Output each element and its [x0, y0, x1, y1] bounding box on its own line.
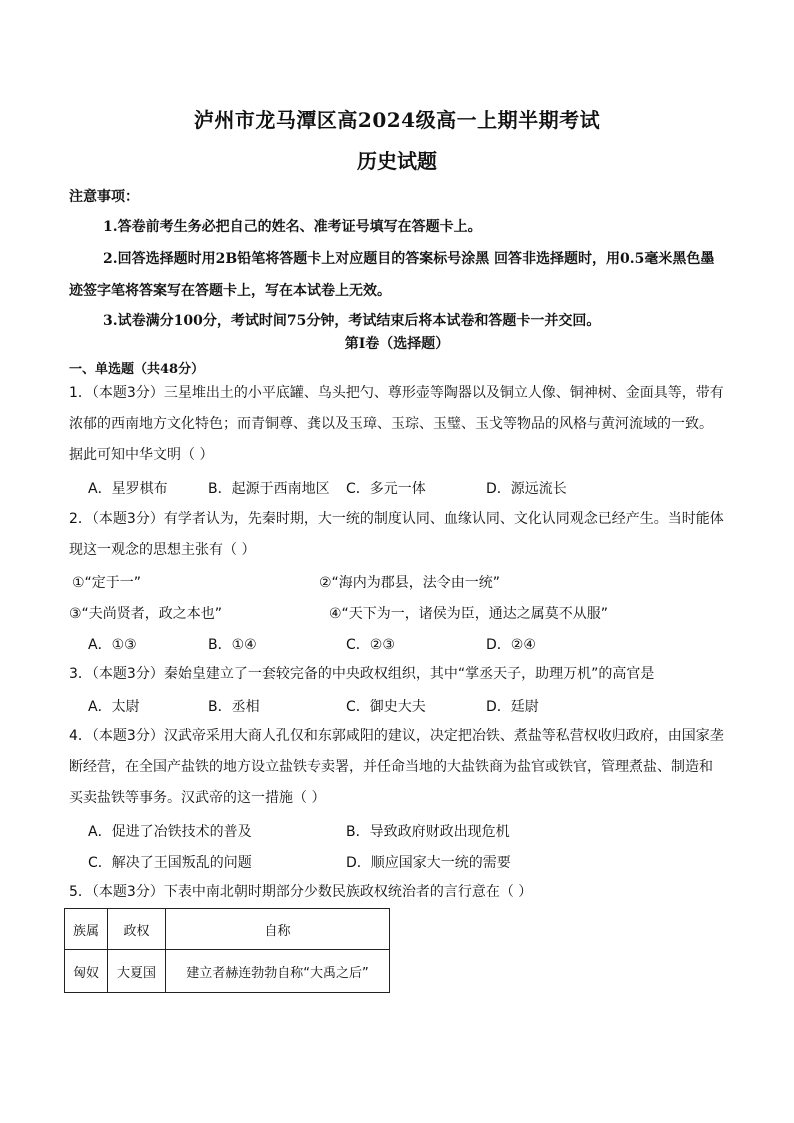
table-header-cell: 自称	[166, 909, 390, 950]
question-3-stem: 3．（本题3分）秦始皇建立了一套较完备的中央政权组织，其中“掌丞天子，助理万机”的高官是	[69, 666, 655, 682]
exam-title: 泸州市龙马潭区高2024级高一上期半期考试	[193, 108, 601, 132]
option-d[interactable]: D．顺应国家大一统的需要	[346, 855, 511, 871]
section-title: 一、单选题（共48分）	[69, 362, 205, 377]
question-5-table	[64, 908, 390, 993]
option-c[interactable]: C．御史大夫	[346, 699, 426, 715]
volume-title: 第Ⅰ卷（选择题）	[344, 336, 450, 352]
statement-1: ①“定于一”	[72, 575, 142, 591]
option-a[interactable]: A．①③	[88, 637, 137, 653]
question-4-stem: 4．（本题3分）汉武帝采用大商人孔仅和东郭咸阳的建议，决定把冶铁、煮盐等私营权收归政府，由国家垄断经营，在全国产盐铁的地方设立盐铁专卖署，并任命当地的大盐铁商为盐官或铁官，管理煮盐、制造和买卖盐铁等事务。汉武帝的这一措施（ ）	[69, 728, 724, 806]
option-b[interactable]: B．导致政府财政出现危机	[346, 824, 510, 840]
question-4-options-row1	[88, 821, 728, 845]
exam-subtitle: 历史试题	[357, 149, 437, 173]
option-c[interactable]: C．多元一体	[346, 481, 426, 497]
table-header-cell: 族属	[65, 909, 108, 950]
question-2-statements-row1	[72, 572, 728, 596]
table-row	[65, 950, 390, 993]
table-cell: 匈奴	[65, 950, 108, 993]
option-c[interactable]: C．解决了王国叛乱的问题	[88, 855, 252, 871]
question-5-stem: 5．（本题3分）下表中南北朝时期部分少数民族政权统治者的言行意在（ ）	[69, 884, 533, 900]
option-a[interactable]: A．星罗棋布	[88, 481, 168, 497]
statement-4: ④“天下为一，诸侯为臣，通达之属莫不从服”	[329, 606, 609, 622]
table-header-cell: 政权	[108, 909, 166, 950]
option-d[interactable]: D．廷尉	[486, 699, 539, 715]
option-a[interactable]: A．太尉	[88, 699, 140, 715]
notes-heading: 注意事项：	[69, 189, 139, 205]
question-1-options	[88, 478, 728, 502]
note-item: 2.回答选择题时用2B铅笔将答题卡上对应题目的答案标号涂黑 回答非选择题时，用0.5毫米黑色墨迹签字笔将答案写在答题卡上，写在本试卷上无效。	[69, 251, 715, 299]
question-3-options	[88, 696, 728, 720]
table-cell: 大夏国	[108, 950, 166, 993]
option-b[interactable]: B．①④	[208, 637, 257, 653]
note-item: 1.答卷前考生务必把自己的姓名、准考证号填写在答题卡上。	[103, 219, 482, 235]
question-2-stem: 2．（本题3分）有学者认为，先秦时期，大一统的制度认同、血缘认同、文化认同观念已经产生。当时能体现这一观念的思想主张有（ ）	[69, 511, 724, 558]
table-header-row	[65, 909, 390, 950]
option-b[interactable]: B．丞相	[208, 699, 260, 715]
option-c[interactable]: C．②③	[346, 637, 395, 653]
table-cell: 建立者赫连勃勃自称“大禹之后”	[166, 950, 390, 993]
question-2-statements-row2	[69, 603, 728, 627]
question-4-options-row2	[88, 852, 728, 876]
statement-3: ③“夫尚贤者，政之本也”	[69, 606, 223, 622]
question-1-stem: 1．（本题3分）三星堆出土的小平底罐、鸟头把勺、尊形壶等陶器以及铜立人像、铜神树、金面具等，带有浓郁的西南地方文化特色；而青铜尊、龚以及玉璋、玉琮、玉璧、玉戈等物品的风格与黄河流域的一致。据此可知中华文明（ ）	[69, 385, 724, 463]
question-2-options	[88, 634, 728, 658]
option-d[interactable]: D．②④	[486, 637, 536, 653]
statement-2: ②“海内为郡县，法令由一统”	[319, 575, 501, 591]
option-b[interactable]: B．起源于西南地区	[208, 481, 330, 497]
option-d[interactable]: D．源远流长	[486, 481, 567, 497]
option-a[interactable]: A．促进了冶铁技术的普及	[88, 824, 252, 840]
note-item: 3.试卷满分100分，考试时间75分钟，考试结束后将本试卷和答题卡一并交回。	[103, 313, 601, 329]
